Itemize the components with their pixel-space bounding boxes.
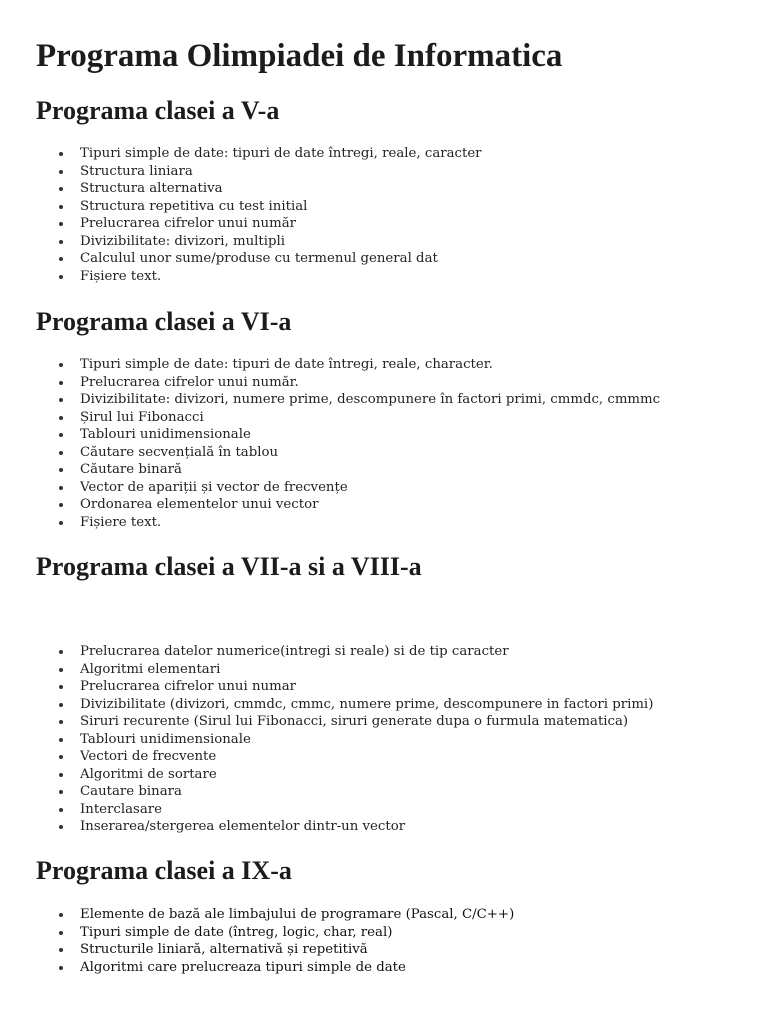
page-title: Programa Olimpiadei de Informatica xyxy=(36,38,563,74)
section-heading-clasa-6: Programa clasei a VI-a xyxy=(36,307,292,336)
topic-list-clasa-5 xyxy=(80,145,482,285)
list-item: Fișiere text. xyxy=(80,268,482,286)
list-item: Divizibilitate: divizori, multipli xyxy=(80,233,482,251)
list-item: Prelucrarea cifrelor unui număr. xyxy=(80,374,660,392)
list-item: Tipuri simple de date: tipuri de date întregi, reale, caracter xyxy=(80,146,482,161)
list-item: Prelucrarea cifrelor unui numar xyxy=(80,678,653,696)
list-item: Căutare binară xyxy=(80,461,660,479)
list-item: Siruri recurente (Sirul lui Fibonacci, siruri generate dupa o furmula matematica) xyxy=(80,713,653,731)
list-item: Ordonarea elementelor unui vector xyxy=(80,496,660,514)
list-item: Divizibilitate (divizori, cmmdc, cmmc, numere prime, descompunere in factori primi) xyxy=(80,696,654,712)
list-item: Vector de apariții și vector de frecvențe xyxy=(80,479,660,497)
list-item: Interclasare xyxy=(80,801,653,819)
section-heading-clasa-7-8: Programa clasei a VII-a si a VIII-a xyxy=(36,552,422,581)
list-item: Tablouri unidimensionale xyxy=(80,426,660,444)
list-item: Algoritmi care prelucreaza tipuri simple de date xyxy=(80,959,514,977)
list-item: Algoritmi elementari xyxy=(80,661,653,679)
list-item: Tipuri simple de date: tipuri de date întregi, reale, character. xyxy=(80,356,660,374)
list-item: Structurile liniară, alternativă și repetitivă xyxy=(80,941,514,959)
list-item: Inserarea/stergerea elementelor dintr-un vector xyxy=(80,818,653,836)
list-item: Tablouri unidimensionale xyxy=(80,731,653,749)
list-item: Algoritmi de sortare xyxy=(80,766,653,784)
list-item: Structura repetitiva cu test initial xyxy=(80,198,482,216)
list-item: Structura alternativa xyxy=(80,180,482,198)
section-heading-clasa-9: Programa clasei a IX-a xyxy=(36,856,292,885)
topic-list-clasa-7-8 xyxy=(80,643,653,836)
topic-list-clasa-6 xyxy=(80,356,660,531)
section-heading-clasa-5: Programa clasei a V-a xyxy=(36,96,280,125)
list-item: Tipuri simple de date (întreg, logic, char, real) xyxy=(80,924,514,942)
list-item: Cautare binara xyxy=(80,783,653,801)
list-item: Șirul lui Fibonacci xyxy=(80,409,660,427)
list-item: Divizibilitate: divizori, numere prime, descompunere în factori primi, cmmdc, cmmmc xyxy=(80,392,661,407)
list-item: Structura liniara xyxy=(80,163,482,181)
list-item: Prelucrarea cifrelor unui număr xyxy=(80,215,482,233)
list-item: Fișiere text. xyxy=(80,514,660,532)
list-item: Căutare secvențială în tablou xyxy=(80,444,660,462)
list-item: Elemente de bază ale limbajului de programare (Pascal, C/C++) xyxy=(80,907,515,922)
list-item: Prelucrarea datelor numerice(intregi si reale) si de tip caracter xyxy=(80,643,653,661)
list-item: Calculul unor sume/produse cu termenul general dat xyxy=(80,250,482,268)
list-item: Vectori de frecvente xyxy=(80,748,653,766)
topic-list-clasa-9 xyxy=(80,906,514,976)
